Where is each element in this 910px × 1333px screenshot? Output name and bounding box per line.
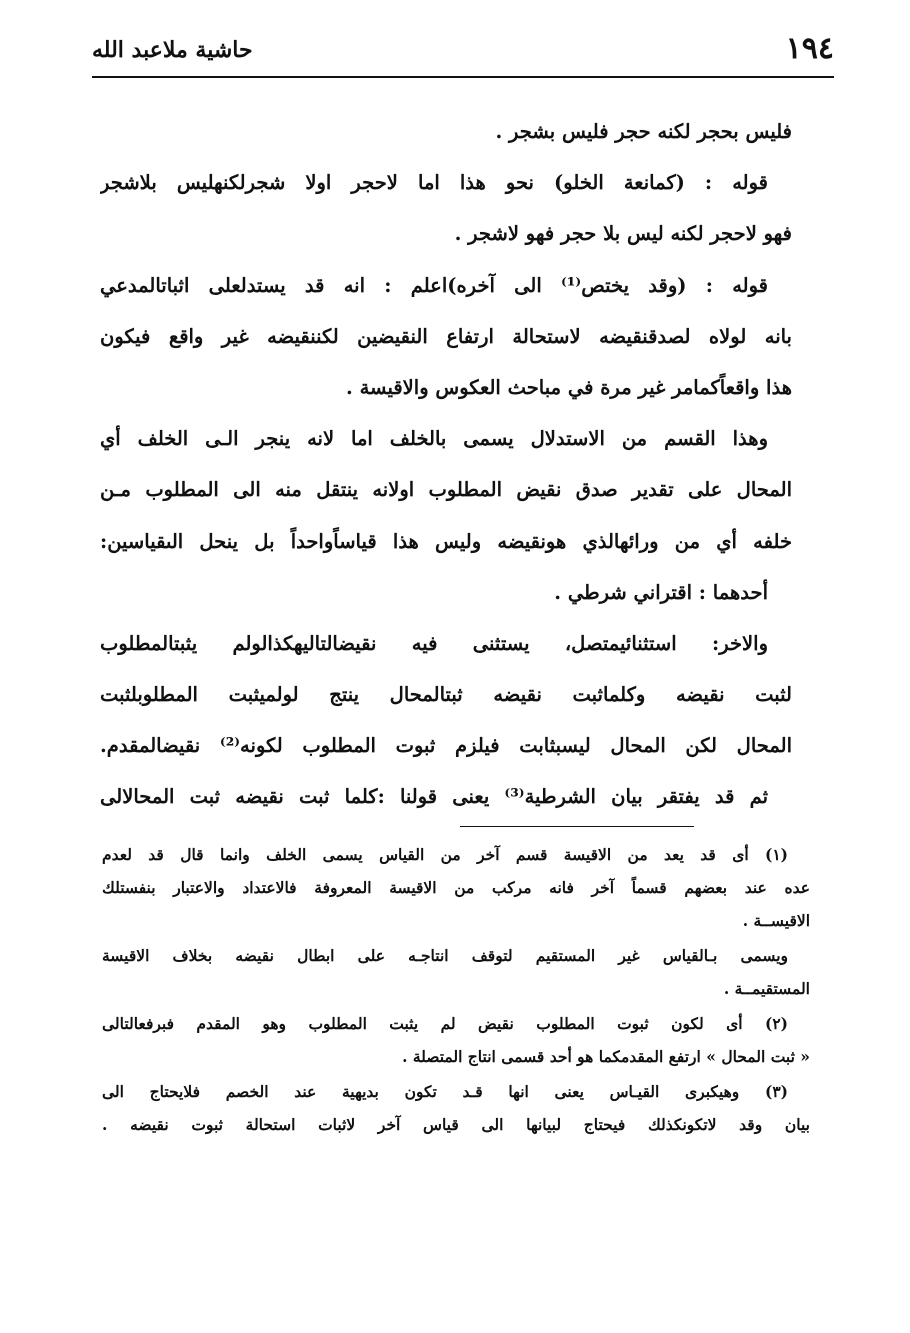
text-line: ثم قد يفتقر بيان الشرطية⁽³⁾ يعنى قولنا :كلما ثبت نقيضه ثبت المحالالى — [100, 785, 769, 809]
running-title: حاشية ملاعبد الله — [92, 37, 253, 63]
footnote-3 — [102, 1075, 810, 1141]
main-text — [100, 106, 792, 823]
text-line: فهو لاحجر لكنه ليس بلا حجر فهو لاشجر . — [454, 222, 792, 246]
text-line: والاخر: استثنائيمتصل، يستثنى فيه نقيضالتاليهكذالولم يثبتالمطلوب — [100, 631, 768, 655]
text-line: قوله : (وقد يختص⁽¹⁾ الى آخره)اعلم : انه قد يستدلعلى اثباتالمدعي — [100, 273, 768, 297]
footnote-line: المستقيمــة . — [723, 979, 810, 998]
footnote-line: (٣) وهيكبرى القيـاس يعنى انها قـد تكون بديهية عند الخصم فلايحتاج الى — [102, 1082, 788, 1101]
footnote-1 — [102, 838, 810, 937]
footnote-line: الاقيســة . — [742, 911, 810, 930]
footnote-line: (١) أى قد يعد من الاقيسة قسم آخر من القياس يسمى الخلف وانما قال قد لعدم — [102, 845, 788, 864]
footnote-1-continuation — [102, 939, 810, 1005]
text-line: هذا واقعاًكمامر غير مرة في مباحث العكوس والاقيسة . — [346, 375, 792, 399]
text-line: بانه لولاه لصدقنقيضه لاستحالة ارتفاع النقيضين لكننقيضه غير واقع فيكون — [100, 324, 792, 348]
text-line: لثبت نقيضه وكلماثبت نقيضه ثبتالمحال ينتج لولميثبت المطلوبلثبت — [100, 683, 792, 707]
footnote-line: « ثبت المحال » ارتفع المقدمكما هو أحد قسمى انتاج المتصلة . — [402, 1047, 810, 1066]
footnote-line: بيان وقد لاتكونكذلك فيحتاج لبيانها الى قياس آخر لاثبات استحالة ثبوت نقيضه . — [102, 1115, 810, 1134]
text-line: وهذا القسم من الاستدلال يسمى بالخلف اما لانه ينجر الـى الخلف أي — [100, 427, 768, 451]
footnote-line: عده عند بعضهم قسماً آخر فانه مركب من الاقيسة المعروفة فالاعتداد والاعتبار بنفستلك — [102, 878, 810, 897]
footnote-separator — [460, 826, 694, 827]
footnote-line: ويسمى بـالقياس غير المستقيم لتوقف انتاجـه على ابطال نقيضه بخلاف الاقيسة — [102, 946, 788, 965]
text-line: المحال لكن المحال ليسبثابت فيلزم ثبوت المطلوب لكونه⁽²⁾ نقيضالمقدم. — [100, 734, 792, 758]
footnotes — [102, 838, 810, 1141]
page-header — [92, 28, 834, 78]
text-line: المحال على تقدير صدق نقيض المطلوب اولانه ينتقل منه الى المطلوب مـن — [100, 478, 792, 502]
text-line: خلفه أي من ورائهالذي هونقيضه وليس هذا قياساًواحداً بل ينحل الىقياسين: — [100, 529, 792, 553]
footnote-2 — [102, 1007, 810, 1073]
text-line: قوله : (كمانعة الخلو) نحو هذا اما لاحجر اولا شجرلكنهليس بلاشجر — [100, 171, 768, 195]
footnote-line: (٢) أى لكون ثبوت المطلوب نقيض لم يثبت المطلوب وهو المقدم فبرفعالتالى — [102, 1014, 788, 1033]
page-number: ١٩٤ — [785, 31, 834, 66]
text-line: فليس بحجر لكنه حجر فليس بشجر . — [495, 120, 792, 143]
text-line: أحدهما : اقتراني شرطي . — [554, 580, 768, 604]
